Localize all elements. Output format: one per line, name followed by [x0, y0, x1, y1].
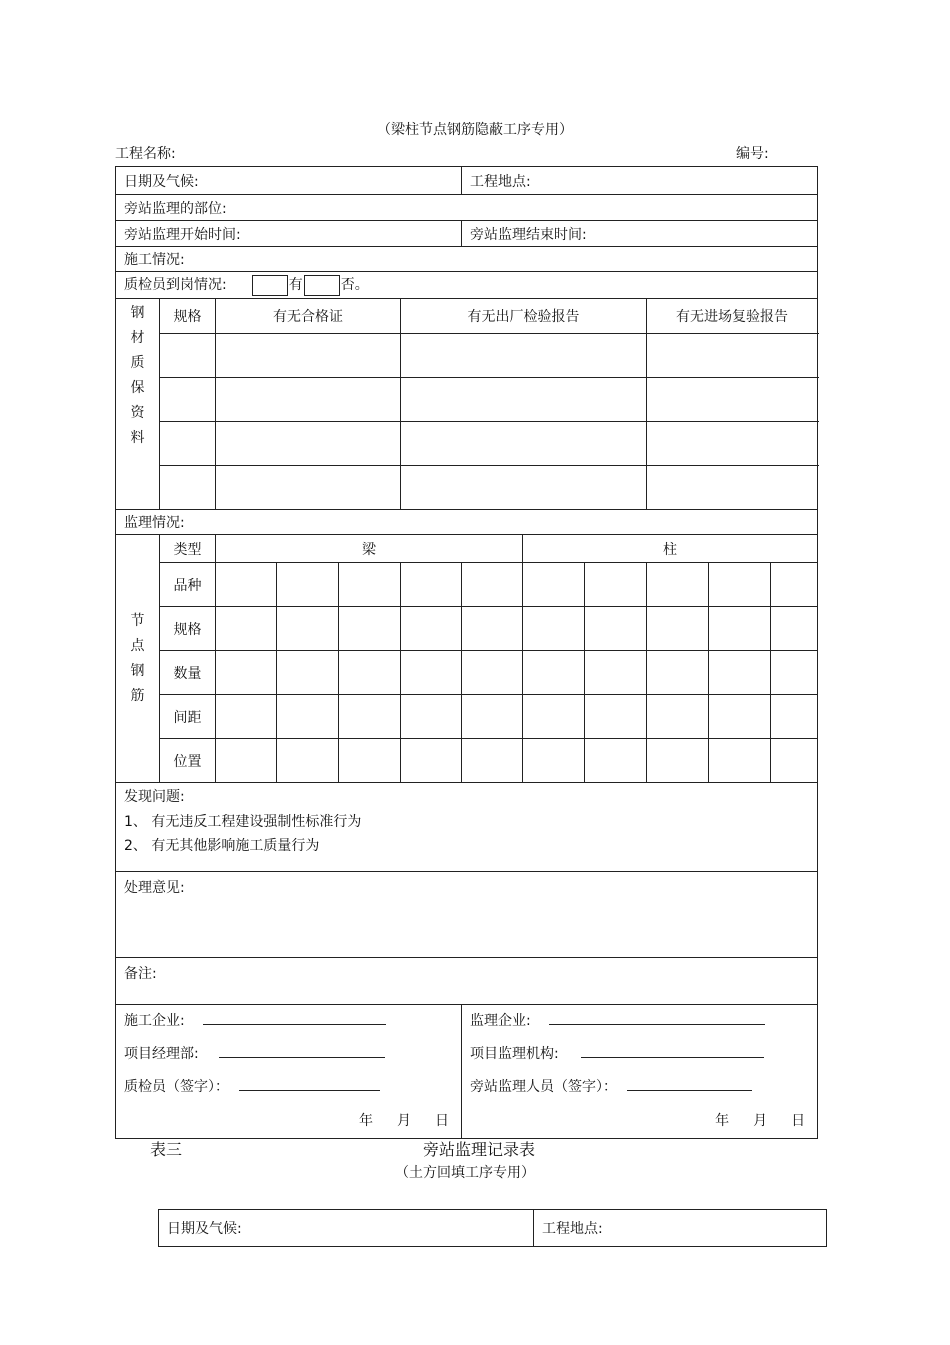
inspector-presence-label: 质检员到岗情况:	[124, 277, 227, 294]
project-location-cell[interactable]: 工程地点:	[462, 167, 818, 195]
node-cell[interactable]	[216, 651, 277, 695]
node-cell[interactable]	[216, 695, 277, 739]
supervisor-signature-line[interactable]	[627, 1076, 752, 1091]
node-cell[interactable]	[462, 563, 523, 607]
node-cell[interactable]	[277, 607, 339, 651]
supervision-agency-label: 项目监理机构:	[470, 1046, 559, 1062]
node-cell[interactable]	[523, 563, 585, 607]
node-rebar-section-label: 节 点 钢 筋	[116, 535, 160, 783]
node-cell[interactable]	[771, 607, 818, 651]
construction-company-label: 施工企业:	[124, 1013, 185, 1029]
node-cell[interactable]	[216, 739, 277, 783]
node-row-label: 规格	[160, 607, 216, 651]
steel-cell[interactable]	[160, 334, 216, 378]
node-cell[interactable]	[585, 607, 647, 651]
steel-cell[interactable]	[160, 378, 216, 422]
node-cell[interactable]	[771, 695, 818, 739]
supervision-record-table	[115, 166, 818, 1139]
node-cell[interactable]	[585, 739, 647, 783]
handling-opinion-cell[interactable]: 处理意见:	[116, 872, 818, 958]
node-cell[interactable]	[462, 607, 523, 651]
node-row-label: 间距	[160, 695, 216, 739]
node-cell[interactable]	[709, 563, 771, 607]
inspector-signature-label: 质检员（签字）：	[124, 1079, 229, 1095]
node-cell[interactable]	[277, 739, 339, 783]
node-cell[interactable]	[339, 563, 401, 607]
node-cell[interactable]	[339, 739, 401, 783]
node-cell[interactable]	[277, 563, 339, 607]
node-column-header: 柱	[523, 535, 818, 563]
node-row-label: 品种	[160, 563, 216, 607]
date-day: 日	[791, 1113, 806, 1129]
node-cell[interactable]	[339, 607, 401, 651]
node-beam-header: 梁	[216, 535, 523, 563]
remarks-cell[interactable]: 备注:	[116, 958, 818, 1005]
end-time-cell[interactable]: 旁站监理结束时间:	[462, 221, 818, 247]
node-cell[interactable]	[523, 695, 585, 739]
node-cell[interactable]	[771, 739, 818, 783]
date-month: 月	[753, 1113, 768, 1129]
steel-cell[interactable]	[647, 466, 818, 510]
steel-docs-section-label: 钢 材 质 保 资 料	[116, 299, 160, 510]
issues-label: 发现问题:	[124, 789, 185, 805]
issue-item: 1、 有无违反工程建设强制性标准行为	[124, 814, 362, 830]
steel-cell[interactable]	[160, 422, 216, 466]
project-manager-line[interactable]	[219, 1043, 385, 1058]
steel-cell[interactable]	[216, 378, 401, 422]
date-day: 日	[435, 1113, 449, 1129]
yes-label: 有	[288, 277, 303, 294]
project-manager-label: 项目经理部:	[124, 1046, 199, 1062]
node-cell[interactable]	[462, 739, 523, 783]
date-weather-cell[interactable]: 日期及气候:	[159, 1210, 534, 1247]
monitoring-cell[interactable]: 监理情况:	[116, 510, 818, 535]
supervision-part-cell[interactable]: 旁站监理的部位:	[116, 195, 818, 221]
node-cell[interactable]	[585, 695, 647, 739]
form-subtitle: （梁柱节点钢筋隐蔽工序专用）	[377, 122, 573, 138]
steel-cell[interactable]	[401, 466, 647, 510]
node-cell[interactable]	[771, 651, 818, 695]
node-cell[interactable]	[647, 563, 709, 607]
steel-cell[interactable]	[401, 334, 647, 378]
table-number-label: 表三	[150, 1140, 183, 1159]
node-type-label: 类型	[160, 535, 216, 563]
date-year: 年	[359, 1113, 373, 1129]
node-cell[interactable]	[585, 651, 647, 695]
node-cell[interactable]	[216, 563, 277, 607]
node-cell[interactable]	[216, 607, 277, 651]
node-cell[interactable]	[647, 651, 709, 695]
steel-header-certificate: 有无合格证	[216, 299, 401, 334]
node-cell[interactable]	[585, 563, 647, 607]
steel-cell[interactable]	[647, 334, 818, 378]
supervision-agency-line[interactable]	[581, 1043, 764, 1058]
no-label: 否。	[340, 277, 369, 294]
steel-cell[interactable]	[401, 378, 647, 422]
node-cell[interactable]	[771, 563, 818, 607]
supervision-signature-block	[462, 1005, 818, 1139]
date-year: 年	[715, 1113, 730, 1129]
node-cell[interactable]	[401, 739, 462, 783]
node-cell[interactable]	[647, 739, 709, 783]
steel-cell[interactable]	[401, 422, 647, 466]
steel-header-spec: 规格	[160, 299, 216, 334]
steel-header-factory-report: 有无出厂检验报告	[401, 299, 647, 334]
start-time-cell[interactable]: 旁站监理开始时间:	[116, 221, 462, 247]
supervision-company-line[interactable]	[549, 1010, 765, 1025]
node-cell[interactable]	[401, 695, 462, 739]
steel-cell[interactable]	[216, 334, 401, 378]
node-row-label: 数量	[160, 651, 216, 695]
node-cell[interactable]	[647, 607, 709, 651]
node-cell[interactable]	[709, 739, 771, 783]
node-cell[interactable]	[277, 695, 339, 739]
yes-checkbox[interactable]	[252, 275, 288, 296]
node-cell[interactable]	[647, 695, 709, 739]
steel-cell[interactable]	[160, 466, 216, 510]
node-cell[interactable]	[339, 695, 401, 739]
construction-signature-block	[116, 1005, 462, 1139]
node-row-label: 位置	[160, 739, 216, 783]
number-label: 编号:	[736, 146, 769, 162]
node-cell[interactable]	[523, 739, 585, 783]
node-cell[interactable]	[401, 607, 462, 651]
date-weather-cell[interactable]: 日期及气候:	[116, 167, 462, 195]
node-cell[interactable]	[523, 651, 585, 695]
issue-item: 2、 有无其他影响施工质量行为	[124, 838, 320, 854]
node-cell[interactable]	[277, 651, 339, 695]
node-cell[interactable]	[401, 563, 462, 607]
next-table-title: 旁站监理记录表	[422, 1140, 535, 1159]
project-location-cell[interactable]: 工程地点:	[534, 1210, 827, 1247]
inspector-signature-line[interactable]	[239, 1076, 380, 1091]
steel-cell[interactable]	[216, 422, 401, 466]
date-month: 月	[397, 1113, 411, 1129]
supervisor-signature-label: 旁站监理人员（签字）：	[470, 1079, 617, 1095]
earthwork-record-table	[158, 1209, 827, 1247]
node-cell[interactable]	[709, 607, 771, 651]
node-cell[interactable]	[401, 651, 462, 695]
node-cell[interactable]	[523, 607, 585, 651]
supervision-company-label: 监理企业:	[470, 1013, 531, 1029]
no-checkbox[interactable]	[304, 275, 340, 296]
steel-cell[interactable]	[647, 378, 818, 422]
steel-cell[interactable]	[216, 466, 401, 510]
node-cell[interactable]	[462, 695, 523, 739]
node-cell[interactable]	[709, 651, 771, 695]
steel-header-recheck-report: 有无进场复验报告	[647, 299, 818, 334]
construction-status-cell[interactable]: 施工情况:	[116, 247, 818, 272]
issues-cell[interactable]	[116, 783, 818, 872]
next-table-subtitle: （土方回填工序专用）	[395, 1165, 535, 1181]
node-cell[interactable]	[709, 695, 771, 739]
project-name-label: 工程名称:	[115, 146, 176, 162]
inspector-presence-cell	[116, 272, 818, 299]
node-cell[interactable]	[339, 651, 401, 695]
construction-company-line[interactable]	[203, 1010, 386, 1025]
node-cell[interactable]	[462, 651, 523, 695]
steel-cell[interactable]	[647, 422, 818, 466]
